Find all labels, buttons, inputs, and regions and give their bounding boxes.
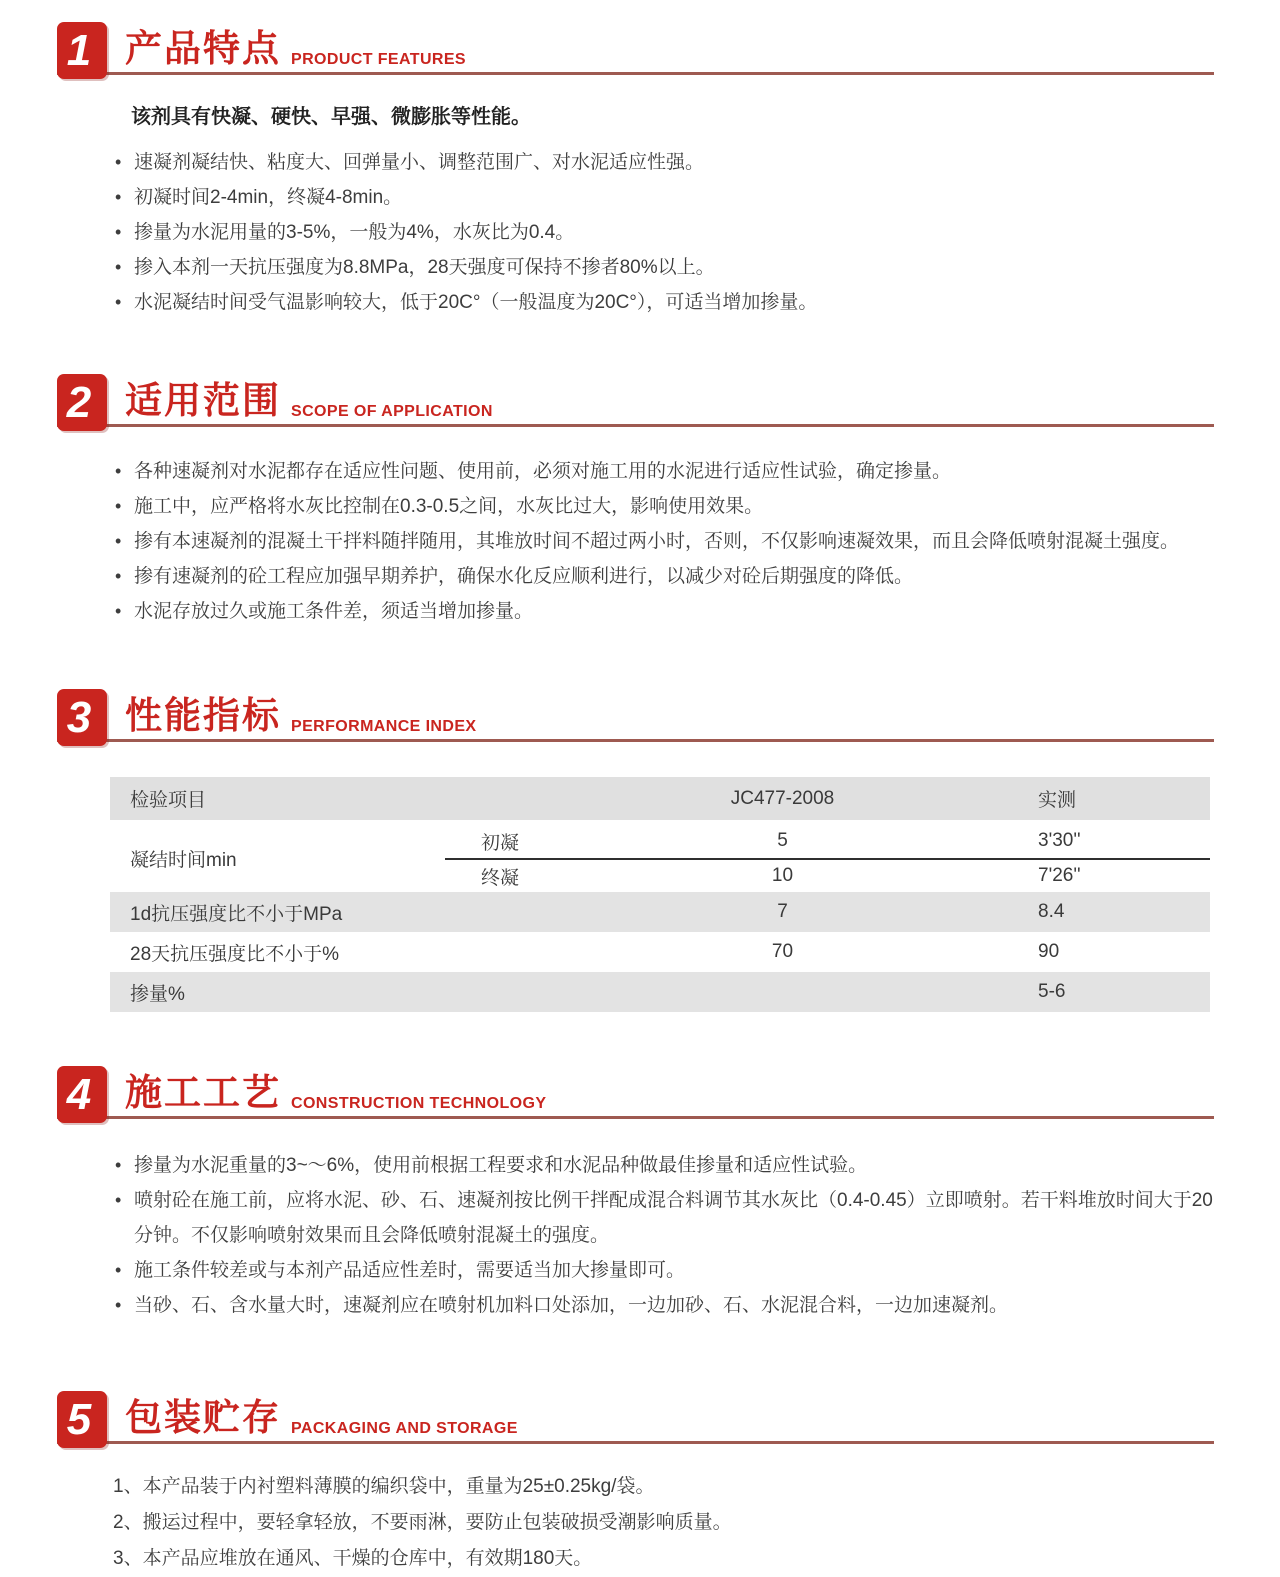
section-performance-index	[0, 689, 1280, 1012]
table-header-row	[110, 777, 1210, 820]
section-underline	[57, 72, 1214, 75]
table-row-28d-strength	[110, 932, 1210, 972]
bullet-item: • 初凝时间2-4min，终凝4-8min。	[113, 180, 1222, 215]
section-construction-technology	[0, 1066, 1280, 1323]
measured-value: 3'30''	[1038, 830, 1081, 851]
section-subtitle-en: PRODUCT FEATURES	[291, 51, 466, 68]
measured-value: 5-6	[1038, 981, 1066, 1002]
row-label: 凝结时间min	[130, 849, 237, 871]
subrow-initial-set	[445, 824, 1210, 858]
section-scope-of-application	[0, 374, 1280, 629]
section-subtitle-en: PACKAGING AND STORAGE	[291, 1420, 518, 1437]
bullet-item: • 水泥凝结时间受气温影响较大，低于20C°（一般温度为20C°），可适当增加掺量。	[113, 285, 1222, 320]
bullet-item: • 掺量为水泥重量的3~～6%，使用前根据工程要求和水泥品种做最佳掺量和适应性试验。	[113, 1148, 1222, 1183]
bullet-item: • 掺有本速凝剂的混凝土干拌料随拌随用，其堆放时间不超过两小时，否则，不仅影响速凝效果，而且会降低喷射混凝土强度。	[113, 524, 1222, 559]
measured-value: 90	[1038, 941, 1060, 962]
column-header-item: 检验项目	[130, 790, 207, 811]
section-subtitle-en: PERFORMANCE INDEX	[291, 718, 477, 735]
intro-line: 该剂具有快凝、硬快、早强、微膨胀等性能。	[131, 106, 531, 128]
bullet-item: • 掺入本剂一天抗压强度为8.8MPa，28天强度可保持不掺者80%以上。	[113, 250, 1222, 285]
row-label: 掺量%	[130, 983, 185, 1005]
bullet-item: • 施工中，应严格将水灰比控制在0.3-0.5之间，水灰比过大，影响使用效果。	[113, 489, 1222, 524]
table-row-setting-time	[110, 824, 1210, 892]
bullet-item: • 掺量为水泥用量的3-5%，一般为4%，水灰比为0.4。	[113, 215, 1222, 250]
section-body	[113, 1469, 1222, 1577]
bullet-item: • 当砂、石、含水量大时，速凝剂应在喷射机加料口处添加，一边加砂、石、水泥混合料，一边加速凝剂。	[113, 1288, 1222, 1323]
section-body	[113, 454, 1222, 629]
section-underline	[57, 739, 1214, 742]
bullet-list	[113, 1148, 1222, 1323]
section-title: 性能指标	[125, 695, 281, 736]
numbered-list	[113, 1469, 1222, 1577]
section-number: 5	[66, 1394, 92, 1444]
section-number: 4	[66, 1069, 92, 1119]
subrow-final-set	[445, 858, 1210, 892]
bullet-list	[113, 454, 1222, 629]
section-header	[57, 22, 1214, 80]
section-number: 2	[66, 377, 92, 427]
section-header	[57, 689, 1214, 747]
section-number-badge	[57, 689, 107, 746]
section-number-badge	[57, 374, 107, 431]
bullet-item: • 掺有速凝剂的砼工程应加强早期养护，确保水化反应顺利进行，以减少对砼后期强度的降低。	[113, 559, 1222, 594]
section-title: 包装贮存	[125, 1397, 281, 1438]
bullet-item: • 水泥存放过久或施工条件差，须适当增加掺量。	[113, 594, 1222, 629]
bullet-item: • 喷射砼在施工前，应将水泥、砂、石、速凝剂按比例干拌配成混合料调节其水灰比（0.4-0.45）立即喷射。若干料堆放时间大于20分钟。不仅影响喷射效果而且会降低喷射混凝土的强度。	[113, 1183, 1222, 1253]
performance-table	[110, 777, 1210, 1012]
bullet-list	[113, 145, 1222, 320]
section-number-badge	[57, 1391, 107, 1448]
numbered-item: 3、本产品应堆放在通风、干燥的仓库中，有效期180天。	[113, 1548, 593, 1569]
numbered-item: 1、本产品装于内衬塑料薄膜的编织袋中，重量为25±0.25kg/袋。	[113, 1476, 655, 1497]
table-row-dosage	[110, 972, 1210, 1012]
section-number-badge	[57, 1066, 107, 1123]
standard-value: 10	[771, 865, 794, 886]
section-subtitle-en: SCOPE OF APPLICATION	[291, 403, 493, 420]
measured-value: 7'26''	[1038, 865, 1081, 886]
section-underline	[57, 1441, 1214, 1444]
standard-value: 7	[777, 901, 788, 922]
section-header	[57, 1066, 1214, 1124]
section-title: 产品特点	[125, 28, 281, 69]
section-underline	[57, 424, 1214, 427]
section-body	[113, 1148, 1222, 1323]
section-header	[57, 1391, 1214, 1449]
bullet-item: • 速凝剂凝结快、粘度大、回弹量小、调整范围广、对水泥适应性强。	[113, 145, 1222, 180]
section-number: 3	[66, 692, 92, 742]
bullet-item: • 各种速凝剂对水泥都存在适应性问题、使用前，必须对施工用的水泥进行适应性试验，确定掺量。	[113, 454, 1222, 489]
subrow-name: 初凝	[481, 832, 520, 854]
section-title: 适用范围	[125, 380, 281, 421]
section-header	[57, 374, 1214, 432]
section-product-features	[0, 22, 1280, 320]
subrow-name: 终凝	[481, 867, 520, 889]
section-subtitle-en: CONSTRUCTION TECHNOLOGY	[291, 1095, 547, 1112]
standard-value: 5	[777, 830, 788, 851]
column-header-measured: 实测	[1038, 790, 1077, 811]
setting-time-subrows	[445, 824, 1210, 892]
row-label: 28天抗压强度比不小于%	[130, 943, 340, 965]
datasheet-page	[0, 22, 1280, 1569]
standard-value: 70	[771, 941, 794, 962]
bullet-item: • 施工条件较差或与本剂产品适应性差时，需要适当加大掺量即可。	[113, 1253, 1222, 1288]
section-body	[113, 100, 1222, 320]
table-row-1d-strength	[110, 892, 1210, 932]
section-title: 施工工艺	[125, 1072, 281, 1113]
section-number: 1	[66, 25, 92, 75]
column-header-standard: JC477-2008	[730, 787, 835, 809]
section-number-badge	[57, 22, 107, 79]
section-packaging-and-storage	[0, 1391, 1280, 1577]
section-underline	[57, 1116, 1214, 1119]
row-label: 1d抗压强度比不小于MPa	[130, 903, 343, 925]
numbered-item: 2、搬运过程中，要轻拿轻放，不要雨淋，要防止包装破损受潮影响质量。	[113, 1512, 732, 1533]
measured-value: 8.4	[1038, 901, 1065, 922]
